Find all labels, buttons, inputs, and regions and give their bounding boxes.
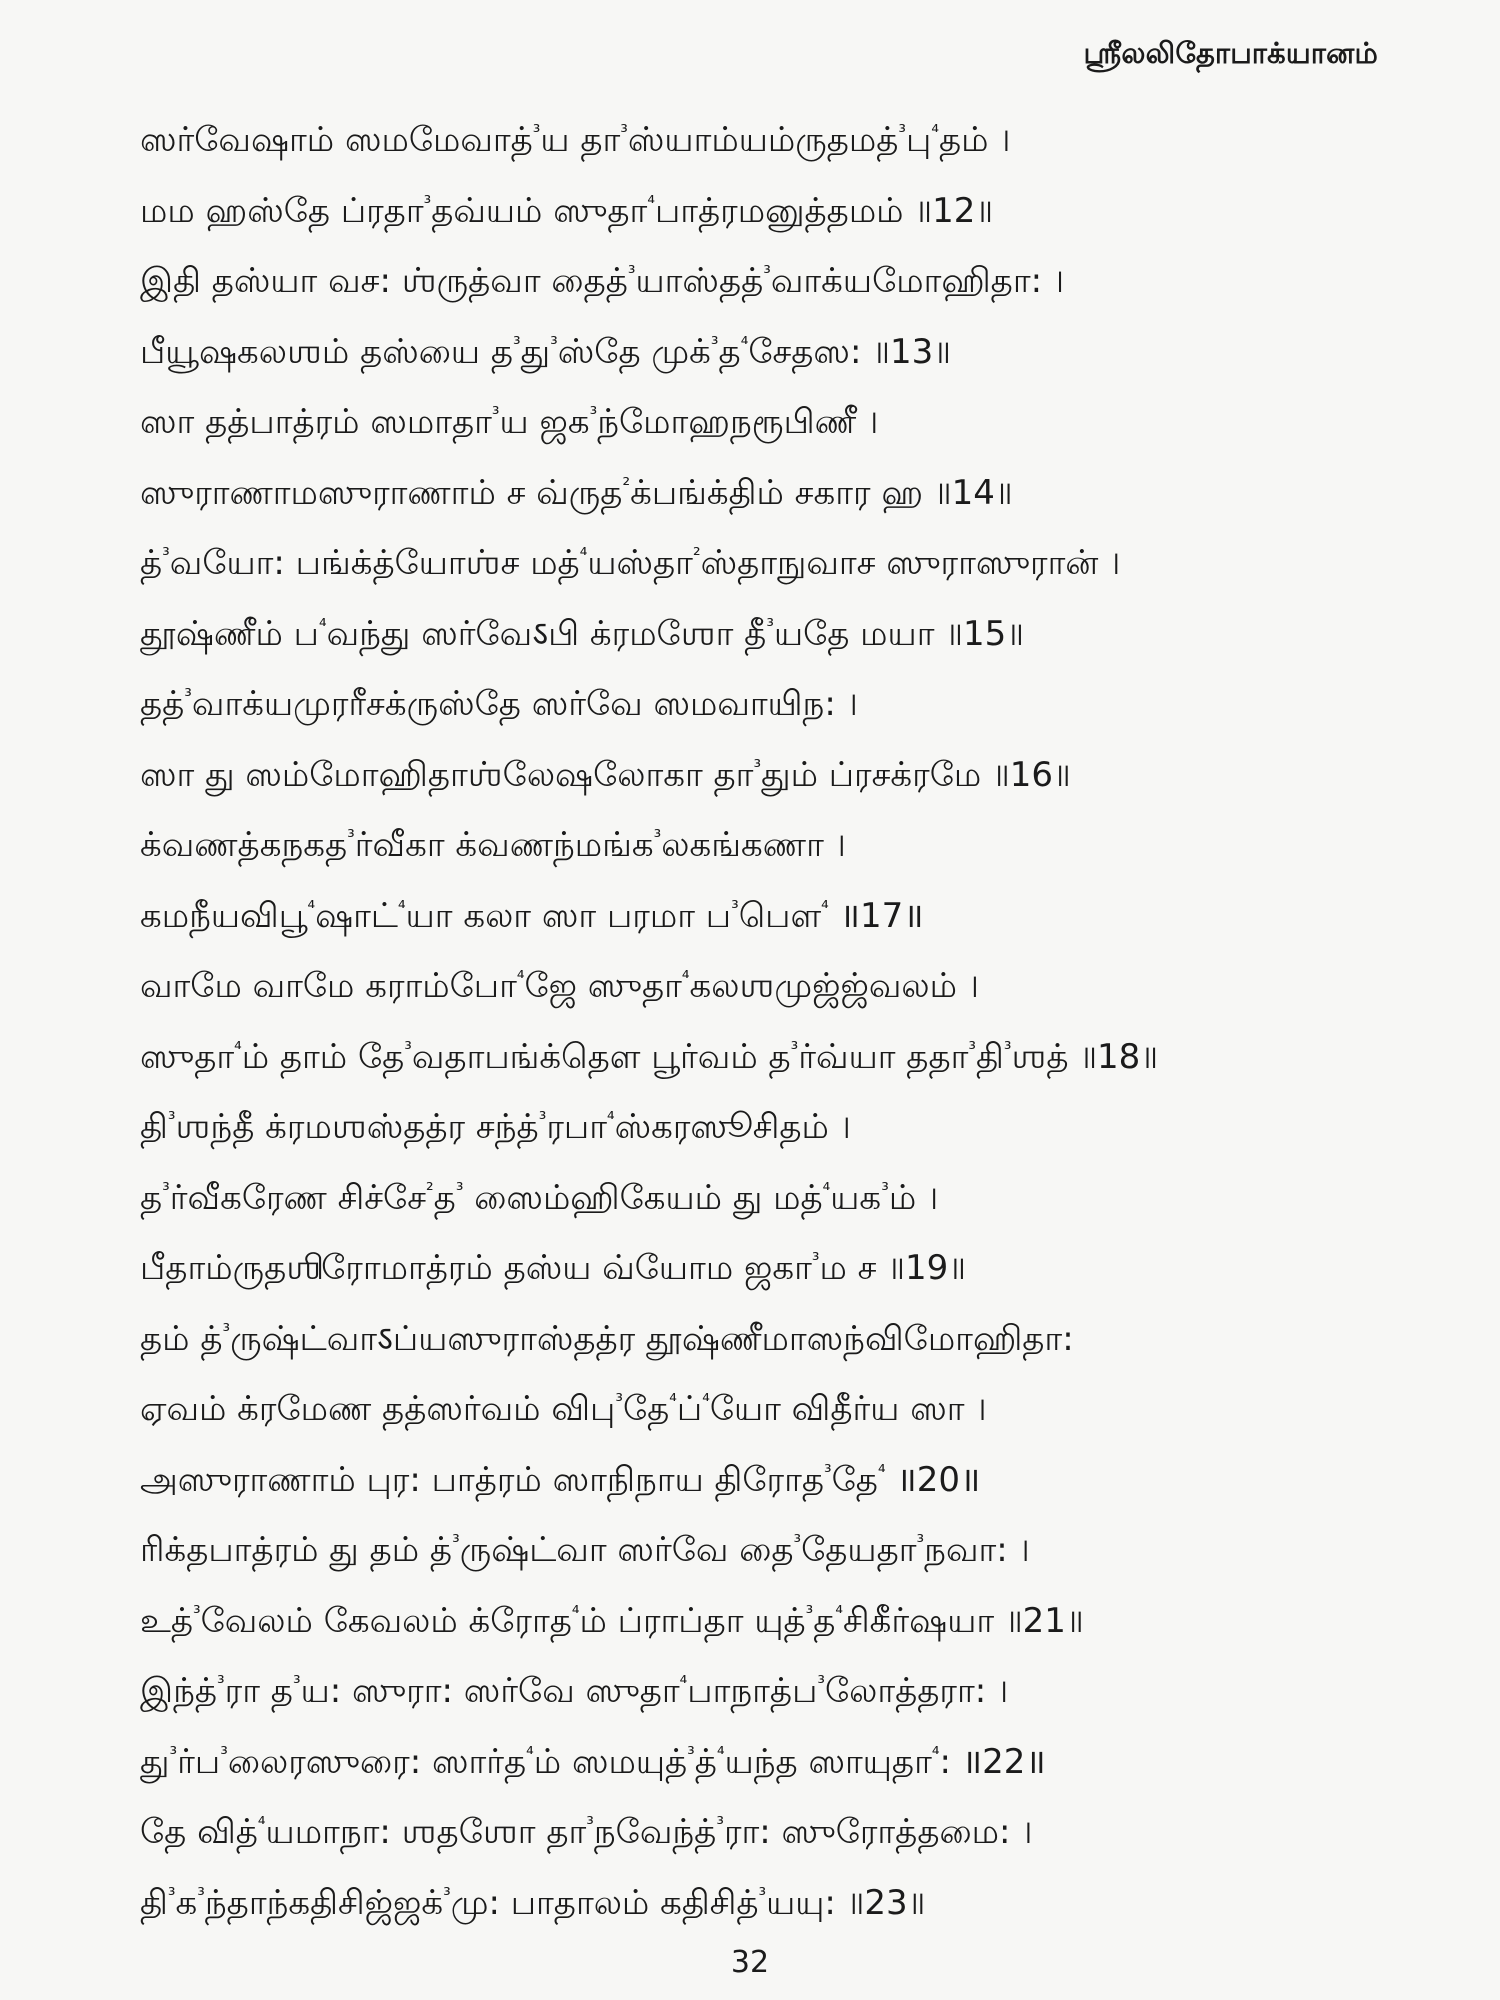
verse-block	[140, 105, 1380, 1938]
verse-line: ஸுராணாமஸுராணாம் ச வ்ருத$^{^2}$க்பங்க்திம் சகார ஹ ॥14॥	[140, 472, 1013, 513]
verse-line: அஸுராணாம் புர: பாத்ரம் ஸாநிநாய திரோத$^{^3}$தே$^{^4}$ ॥20॥	[140, 1459, 981, 1500]
verse-line: பீதாம்ருதஶிரோமாத்ரம் தஸ்ய வ்யோம ஜகா$^{^3}$ம ச ॥19॥	[140, 1248, 967, 1288]
verse-line: தத்$^{^3}$வாக்யமுரரீசக்ருஸ்தே ஸர்வே ஸமவாயிந: ।	[140, 684, 858, 724]
verse-line: ஸுதா$^{^4}$ம் தாம் தே$^{^3}$வதாபங்க்தௌ பூர்வம் த$^{^3}$ர்வ்யா ததா$^{^3}$தி$^{^3}$ஶத் ॥18॥	[140, 1036, 1159, 1077]
verse-line: தம் த்$^{^3}$ருஷ்ட்வாऽப்யஸுராஸ்தத்ர தூஷ்ணீமாஸந்விமோஹிதா:	[140, 1318, 1074, 1359]
verse-line: ஏவம் க்ரமேண தத்ஸர்வம் விபு$^{^3}$தே$^{^4}$ப்$^{^4}$யோ விதீர்ய ஸா ।	[140, 1389, 987, 1429]
page-number: 32	[730, 1945, 770, 1980]
verse-line: ரிக்தபாத்ரம் து தம் த்$^{^3}$ருஷ்ட்வா ஸர்வே தை$^{^3}$தேயதா$^{^3}$நவா: ।	[140, 1530, 1030, 1570]
verse-line: க்வணத்கநகத$^{^3}$ர்வீகா க்வணந்மங்க$^{^3}$லகங்கணா ।	[140, 825, 846, 865]
verse-line: இந்த்$^{^3}$ரா த$^{^3}$ய: ஸுரா: ஸர்வே ஸுதா$^{^4}$பாநாத்ப$^{^3}$லோத்தரா: ।	[140, 1671, 1009, 1711]
verse-line: இதி தஸ்யா வச: ஶ்ருத்வா தைத்$^{^3}$யாஸ்தத்$^{^3}$வாக்யமோஹிதா: ।	[140, 261, 1065, 301]
verse-line: வாமே வாமே கராம்போ$^{^4}$ஜே ஸுதா$^{^4}$கலஶமுஜ்ஜ்வலம் ।	[140, 966, 979, 1006]
verse-line: தி$^{^3}$ஶந்தீ க்ரமஶஸ்தத்ர சந்த்$^{^3}$ரபா$^{^4}$ஸ்கரஸூசிதம் ।	[140, 1107, 851, 1147]
verse-line: தே வித்$^{^4}$யமாநா: ஶதஶோ தா$^{^3}$நவேந்த்$^{^3}$ரா: ஸுரோத்தமை: ।	[140, 1812, 1033, 1852]
running-header: ஸ்ரீலலிதோபாக்யானம்	[1083, 36, 1378, 70]
verse-line: மம ஹஸ்தே ப்ரதா$^{^3}$தவ்யம் ஸுதா$^{^4}$பாத்ரமனுத்தமம் ॥12॥	[140, 190, 994, 231]
verse-line: தி$^{^3}$க$^{^3}$ந்தாந்கதிசிஜ்ஜக்$^{^3}$மு: பாதாலம் கதிசித்$^{^3}$யயு: ॥23॥	[140, 1882, 926, 1923]
verse-line: ஸா து ஸம்மோஹிதாஶ்லேஷலோகா தா$^{^3}$தும் ப்ரசக்ரமே ॥16॥	[140, 754, 1071, 795]
verse-line: கமநீயவிபூ$^{^4}$ஷாட்$^{^4}$யா கலா ஸா பரமா ப$^{^3}$பௌ$^{^4}$ ॥17॥	[140, 895, 924, 936]
verse-line: பீயூஷகலஶம் தஸ்யை த$^{^3}$து$^{^3}$ஸ்தே முக்$^{^3}$த$^{^4}$சேதஸ: ॥13॥	[140, 331, 951, 372]
verse-line: த்$^{^3}$வயோ: பங்க்த்யோஶ்ச மத்$^{^4}$யஸ்தா$^{^2}$ஸ்தாநுவாச ஸுராஸுரான் ।	[140, 543, 1121, 583]
verse-line: ஸர்வேஷாம் ஸமமேவாத்$^{^3}$ய தா$^{^3}$ஸ்யாம்யம்ருதமத்$^{^3}$பு$^{^4}$தம் ।	[140, 120, 1011, 160]
verse-line: த$^{^3}$ர்வீகரேண சிச்சே$^{^2}$த$^{^3}$ ஸைம்ஹிகேயம் து மத்$^{^4}$யக$^{^3}$ம் ।	[140, 1177, 939, 1218]
verse-line: து$^{^3}$ர்ப$^{^3}$லைரஸுரை: ஸார்த$^{^4}$ம் ஸமயுத்$^{^3}$த்$^{^4}$யந்த ஸாயுதா$^{^4}$: ॥22॥	[140, 1741, 1046, 1782]
verse-line: ஸா தத்பாத்ரம் ஸமாதா$^{^3}$ய ஜக$^{^3}$ந்மோஹநரூபிணீ ।	[140, 402, 879, 442]
verse-line: உத்$^{^3}$வேலம் கேவலம் க்ரோத$^{^4}$ம் ப்ராப்தா யுத்$^{^3}$த$^{^4}$சிகீர்ஷயா ॥21॥	[140, 1600, 1084, 1641]
verse-line: தூஷ்ணீம் ப$^{^4}$வந்து ஸர்வேऽபி க்ரமஶோ தீ$^{^3}$யதே மயா ॥15॥	[140, 613, 1024, 654]
